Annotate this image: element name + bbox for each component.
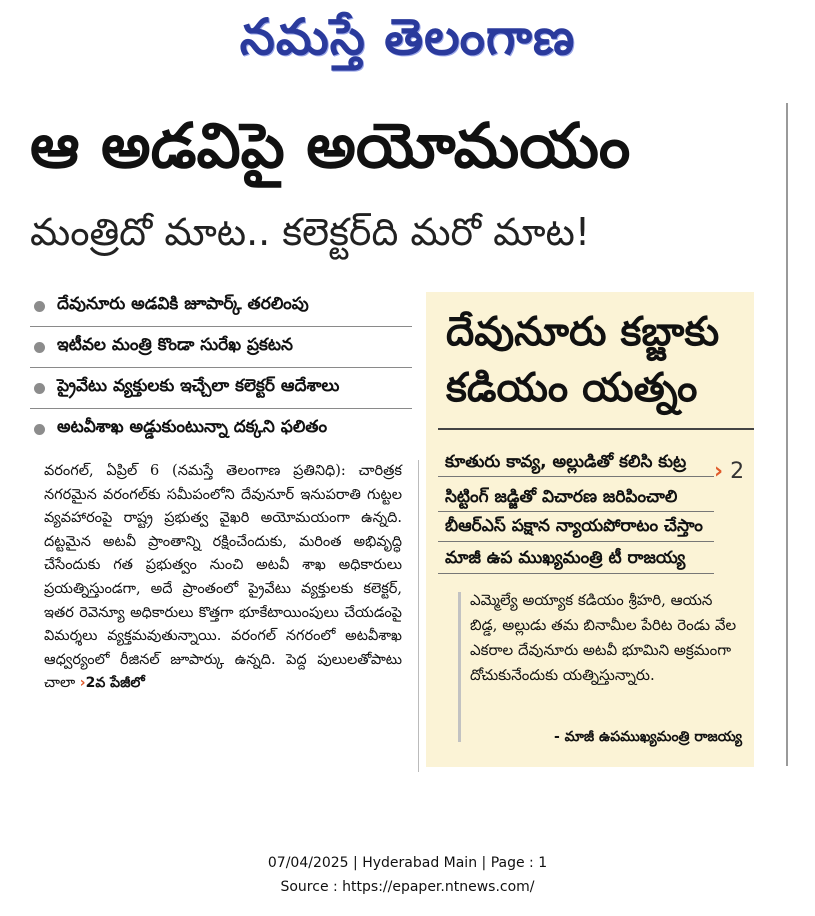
bullet-item [30, 368, 412, 409]
sidebar-point-divider [438, 511, 714, 512]
bullet-text: ప్రైవేటు వ్యక్తులకు ఇచ్చేలా కలెక్టర్‌ ఆదేశాలు [57, 376, 340, 396]
sidebar-title-line: దేవునూరు కబ్జాకు [446, 309, 720, 355]
bullet-dot-icon [34, 301, 45, 312]
sidebar-title [446, 304, 746, 416]
sidebar-point: కూతురు కావ్య, అల్లుడితో కలిసి కుట్ర [445, 452, 687, 472]
sidebar-point: మాజీ ఉప ముఖ్యమంత్రి టీ రాజయ్య [445, 548, 686, 568]
masthead-logo: నమస్తే తెలంగాణ [239, 8, 576, 66]
quote-attribution: - మాజీ ఉపముఖ్యమంత్రి రాజయ్య [553, 729, 742, 745]
article-body-text: వరంగల్‌, ఏప్రిల్‌ 6 (నమస్తే తెలంగాణ ప్రతినిధి): చారిత్రక నగరమైన వరంగల్‌కు సమీపంలోని దేవునూర్‌ ఇనుపరాతి గుట్టల వ్యవహారంపై రాష్ట్ర ప్రభుత్వ వైఖరి అయోమయంగా ఉన్నది. దట్టమైన అటవీ ప్రాంతాన్ని రక్షించేందుకు, మరింత అభివృద్ధి చేసేందుకు గత ప్రభుత్వం నుంచి అటవీ శాఖ అధికారులు ప్రయత్నిస్తుండగా, అదే ప్రాంతంలో ప్రైవేటు వ్యక్తులకు కలెక్టర్‌, ఇతర రెవెన్యూ అధికారులు కొత్తగా భూకేటాయింపులు చేయడంపై విమర్శలు వ్యక్తమవుతున్నాయి. వరంగల్‌ నగరంలో అటవీశాఖ ఆధ్వర్యంలో రీజినల్‌ జూపార్కు ఉన్నది. పెద్ద పులులతోపాటు చాలా [44, 463, 402, 692]
bullet-dot-icon [34, 383, 45, 394]
subheadline: మంత్రిదో మాట.. కలెక్టర్‌ది మరో మాట! [30, 210, 591, 254]
bullet-list [30, 286, 412, 449]
continued-page-label: 2వ పేజీలో [85, 675, 145, 692]
page-ref-arrow-icon: › [714, 459, 724, 484]
bullet-text: అటవీశాఖ అడ్డుకుంటున్నా దక్కని ఫలితం [57, 417, 328, 437]
bullet-text: దేవునూరు అడవికి జూపార్క్‌ తరలింపు [57, 294, 309, 314]
continued-link[interactable] [80, 675, 145, 691]
sidebar-point: బీఆర్‌ఎస్‌ పక్షాన న్యాయపోరాటం చేస్తాం [445, 516, 703, 536]
sidebar-point-divider [438, 573, 714, 574]
bullet-dot-icon [34, 342, 45, 353]
page-ref-number: 2 [730, 459, 745, 484]
sidebar-point-divider [438, 541, 714, 542]
pull-quote: ఎమ్మెల్యే అయ్యాక కడియం శ్రీహరి, ఆయన బిడ్డ, అల్లుడు తమ బినామీల పేరిట రెండు వేల ఎకరాల దేవునూరు అటవీ భూమిని అక్రమంగా దోచుకునేందుకు యత్నిస్తున్నారు. [470, 591, 737, 684]
bullet-item [30, 409, 412, 449]
bullet-item [30, 327, 412, 368]
headline: ఆ అడవిపై అయోమయం [30, 109, 631, 182]
quote-bar [458, 592, 461, 742]
article-body [44, 460, 402, 696]
footer-source: Source : https://epaper.ntnews.com/ [280, 879, 535, 895]
page-footer [0, 851, 815, 899]
sidebar-title-line: కడియం యత్నం [446, 365, 698, 411]
bullet-text: ఇటీవల మంత్రి కొండా సురేఖ ప్రకటన [57, 335, 293, 355]
bullet-dot-icon [34, 424, 45, 435]
column-divider [418, 460, 419, 772]
bullet-item [30, 286, 412, 327]
sidebar-point: సిట్టింగ్‌ జడ్జితో విచారణ జరిపించాలి [445, 487, 678, 507]
continued-arrow-icon: › [79, 675, 86, 692]
footer-edition-info: 07/04/2025 | Hyderabad Main | Page : 1 [267, 855, 548, 871]
page-reference[interactable] [714, 459, 744, 484]
sidebar-title-rule [438, 428, 754, 430]
sidebar-point-divider [438, 476, 714, 477]
